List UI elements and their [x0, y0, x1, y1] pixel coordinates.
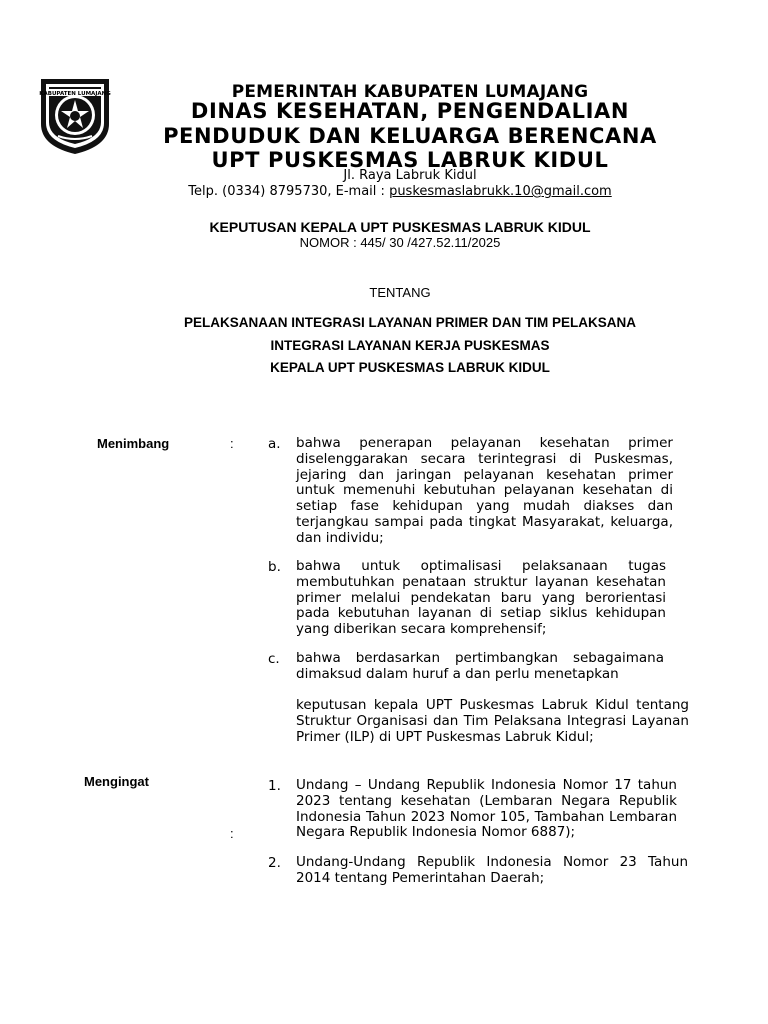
agency-name-line1: DINAS KESEHATAN, PENGENDALIAN — [190, 99, 630, 123]
subject-line2: INTEGRASI LAYANAN KERJA PUSKESMAS — [270, 338, 550, 353]
menimbang-item-c-part1: bahwa berdasarkan pertimbangkan sebagaimana dimaksud dalam huruf a dan perlu menetapkan — [296, 650, 664, 682]
mengingat-marker-1: 1. — [268, 778, 281, 794]
menimbang-marker-c: c. — [268, 651, 280, 667]
menimbang-marker-b: b. — [268, 559, 281, 575]
menimbang-item-c-part2: keputusan kepala UPT Puskesmas Labruk Kidul tentang Struktur Organisasi dan Tim Pelaksana Integrasi Layanan Primer (ILP) di UPT Puskesmas Labruk Kidul; — [296, 697, 689, 745]
menimbang-colon: : — [230, 436, 234, 451]
contact-prefix: Telp. (0334) 8795730, E-mail : — [188, 184, 390, 199]
menimbang-label: Menimbang — [97, 436, 170, 451]
mengingat-colon: : — [230, 826, 234, 841]
menimbang-marker-a: a. — [268, 436, 281, 452]
agency-name-line2: PENDUDUK DAN KELUARGA BERENCANA — [163, 124, 657, 148]
unit-name: UPT PUSKESMAS LABRUK KIDUL — [211, 148, 609, 172]
menimbang-item-a: bahwa penerapan pelayanan kesehatan primer diselenggarakan secara terintegrasi di Puskesmas, jejaring dan jaringan pelayanan kesehatan primer untuk memenuhi kebutuhan pelayanan kesehatan di setiap fase kehidupan yang mudah diakses dan terjangkau sampai pada tingkat Masyarakat, keluarga, dan individu; — [296, 435, 673, 546]
lumajang-emblem-logo — [36, 76, 114, 156]
about-label: TENTANG — [369, 285, 431, 300]
contact-line — [100, 184, 700, 199]
logo-text: KABUPATEN LUMAJANG — [39, 91, 111, 97]
subject-line1: PELAKSANAAN INTEGRASI LAYANAN PRIMER DAN TIM PELAKSANA — [183, 315, 637, 330]
mengingat-marker-2: 2. — [268, 855, 281, 871]
mengingat-label: Mengingat — [84, 774, 149, 789]
mengingat-item-2: Undang-Undang Republik Indonesia Nomor 23 Tahun 2014 tentang Pemerintahan Daerah; — [296, 854, 688, 886]
menimbang-item-b: bahwa untuk optimalisasi pelaksanaan tugas membutuhkan penataan struktur layanan kesehatan primer melalui pendekatan baru yang berorientasi pada kebutuhan layanan di setiap siklus kehidupan yang diberikan secara komprehensif; — [296, 558, 666, 638]
decree-number: NOMOR : 445/ 30 /427.52.11/2025 — [299, 235, 501, 250]
decree-title: KEPUTUSAN KEPALA UPT PUSKESMAS LABRUK KIDUL — [209, 219, 591, 235]
email-link[interactable]: puskesmaslabrukk.10@gmail.com — [389, 184, 612, 199]
mengingat-item-1: Undang – Undang Republik Indonesia Nomor 17 tahun 2023 tentang kesehatan (Lembaran Negara Republik Indonesia Tahun 2023 Nomor 105, Tambahan Lembaran Negara Republik Indonesia Nomor 6887); — [296, 777, 677, 841]
subject-line3: KEPALA UPT PUSKESMAS LABRUK KIDUL — [270, 360, 550, 375]
address-line: Jl. Raya Labruk Kidul — [343, 168, 477, 183]
government-name: PEMERINTAH KABUPATEN LUMAJANG — [231, 82, 589, 102]
